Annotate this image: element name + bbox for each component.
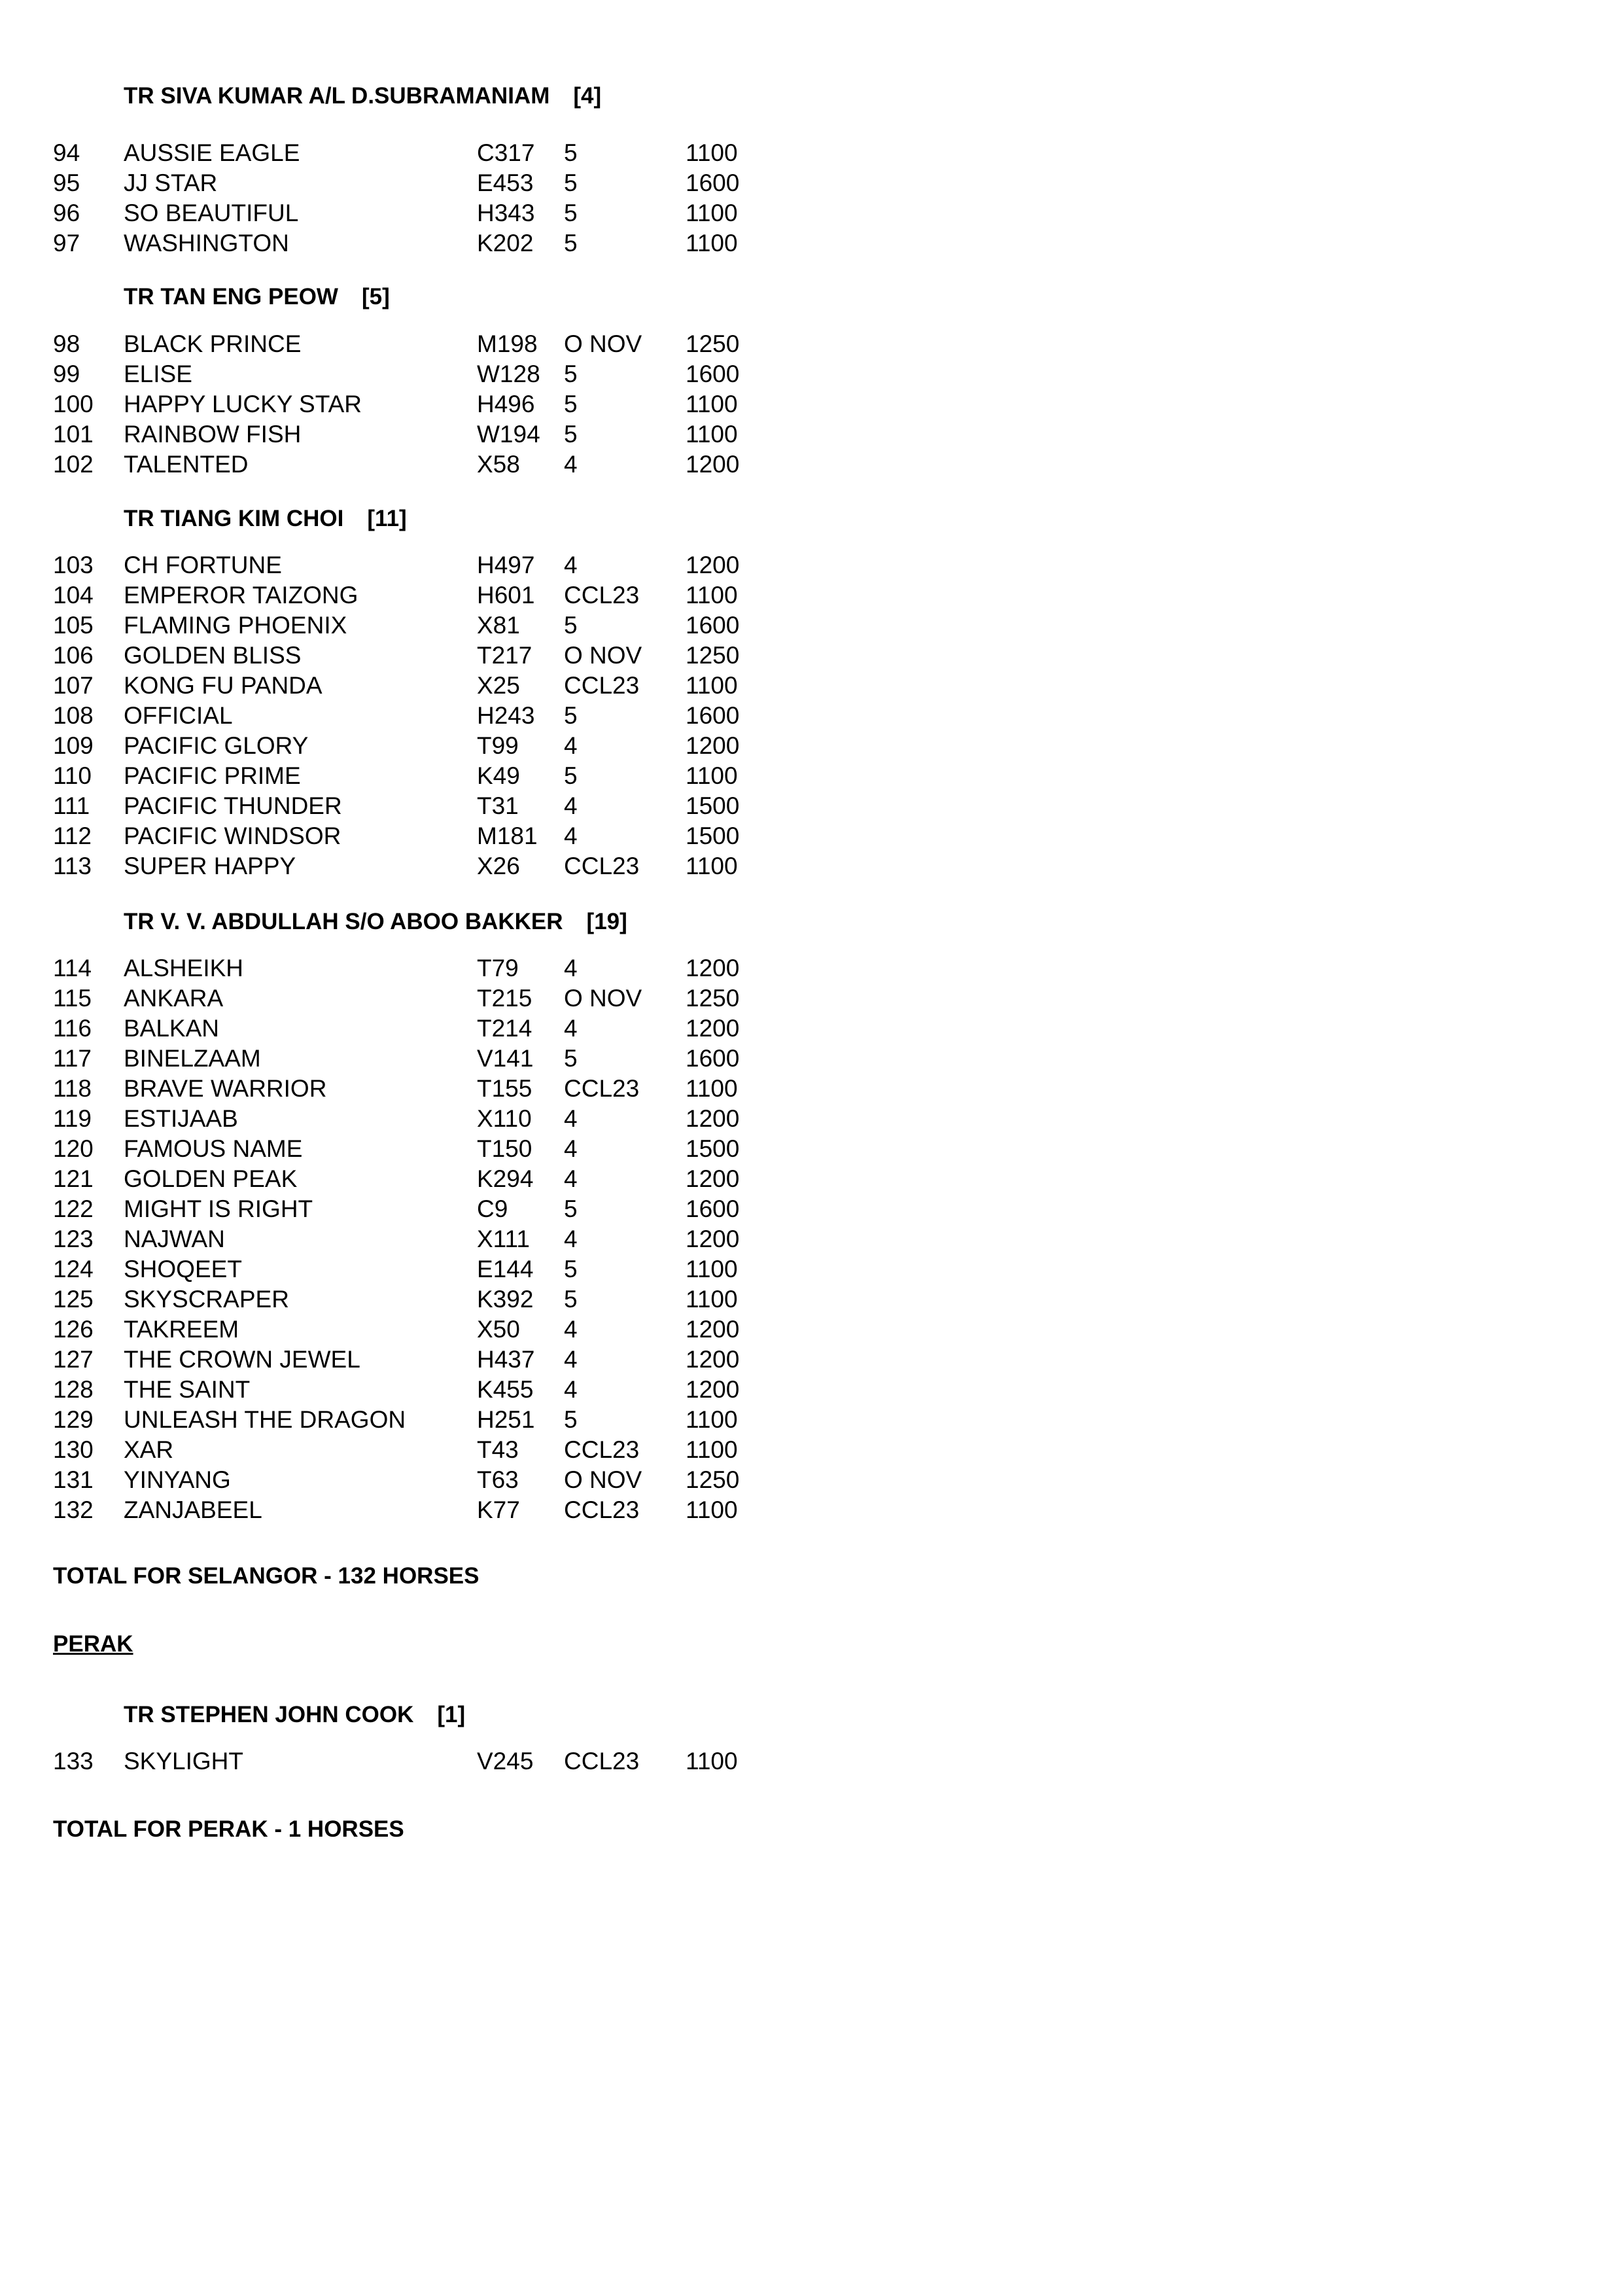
- horse-code: H243: [477, 702, 535, 729]
- horse-code: T43: [477, 1436, 519, 1463]
- horse-distance: 1250: [686, 330, 740, 357]
- horse-class: O NOV: [564, 985, 642, 1012]
- horse-number: 107: [53, 672, 94, 699]
- horse-number: 102: [53, 451, 94, 478]
- horse-distance: 1200: [686, 1015, 740, 1042]
- horse-name: PACIFIC THUNDER: [124, 792, 342, 819]
- horse-distance: 1500: [686, 792, 740, 819]
- horse-distance: 1200: [686, 955, 740, 981]
- horse-class: 5: [564, 1406, 578, 1433]
- horse-code: H437: [477, 1346, 535, 1373]
- horse-name: PACIFIC PRIME: [124, 762, 301, 789]
- horse-code: E453: [477, 169, 534, 196]
- horse-code: T150: [477, 1135, 532, 1162]
- horse-class: 4: [564, 451, 578, 478]
- horse-code: H601: [477, 582, 535, 609]
- horse-class: CCL23: [564, 1436, 640, 1463]
- horse-count: [11]: [367, 506, 407, 531]
- horse-class: CCL23: [564, 582, 640, 609]
- horse-name: OFFICIAL: [124, 702, 233, 729]
- horse-class: 4: [564, 552, 578, 578]
- horse-code: W194: [477, 421, 540, 448]
- horse-name: WASHINGTON: [124, 230, 289, 256]
- horse-distance: 1200: [686, 1346, 740, 1373]
- trainer-heading: [124, 1700, 465, 1730]
- horse-number: 124: [53, 1256, 94, 1282]
- horse-name: ZANJABEEL: [124, 1496, 262, 1523]
- horse-name: HAPPY LUCKY STAR: [124, 391, 362, 417]
- horse-number: 123: [53, 1226, 94, 1252]
- horse-name: MIGHT IS RIGHT: [124, 1195, 313, 1222]
- trainer-name: TR V. V. ABDULLAH S/O ABOO BAKKER: [124, 909, 563, 934]
- horse-class: 4: [564, 1105, 578, 1132]
- horse-class: 5: [564, 421, 578, 448]
- horse-code: T63: [477, 1466, 519, 1493]
- horse-class: 4: [564, 1376, 578, 1403]
- horse-number: 98: [53, 330, 80, 357]
- horse-name: TALENTED: [124, 451, 249, 478]
- horse-code: X110: [477, 1105, 532, 1132]
- horse-name: YINYANG: [124, 1466, 231, 1493]
- horse-number: 104: [53, 582, 94, 609]
- horse-code: C317: [477, 139, 535, 166]
- horse-count: [5]: [361, 284, 390, 309]
- horse-distance: 1200: [686, 1165, 740, 1192]
- horse-class: O NOV: [564, 642, 642, 669]
- horse-class: 4: [564, 1165, 578, 1192]
- horse-number: 128: [53, 1376, 94, 1403]
- horse-name: XAR: [124, 1436, 174, 1463]
- horse-code: T79: [477, 955, 519, 981]
- horse-number: 122: [53, 1195, 94, 1222]
- horse-class: CCL23: [564, 1496, 640, 1523]
- horse-distance: 1200: [686, 1376, 740, 1403]
- horse-name: NAJWAN: [124, 1226, 225, 1252]
- horse-number: 101: [53, 421, 94, 448]
- horse-name: ESTIJAAB: [124, 1105, 238, 1132]
- trainer-heading: [124, 282, 390, 312]
- horse-number: 117: [53, 1045, 92, 1072]
- horse-code: X50: [477, 1316, 520, 1343]
- horse-name: BINELZAAM: [124, 1045, 261, 1072]
- horse-code: X25: [477, 672, 520, 699]
- horse-name: THE SAINT: [124, 1376, 251, 1403]
- horse-number: 103: [53, 552, 94, 578]
- horse-distance: 1100: [686, 1406, 738, 1433]
- trainer-name: TR TAN ENG PEOW: [124, 284, 338, 309]
- horse-number: 129: [53, 1406, 94, 1433]
- trainer-name: TR TIANG KIM CHOI: [124, 506, 344, 531]
- horse-name: TAKREEM: [124, 1316, 239, 1343]
- horse-name: SKYLIGHT: [124, 1748, 243, 1775]
- horse-code: K455: [477, 1376, 534, 1403]
- horse-name: JJ STAR: [124, 169, 218, 196]
- horse-code: T155: [477, 1075, 532, 1102]
- horse-class: 5: [564, 200, 578, 226]
- horse-distance: 1250: [686, 1466, 740, 1493]
- horse-class: 4: [564, 1346, 578, 1373]
- horse-distance: 1250: [686, 985, 740, 1012]
- horse-distance: 1500: [686, 1135, 740, 1162]
- horse-code: T99: [477, 732, 519, 759]
- horse-number: 116: [53, 1015, 92, 1042]
- horse-distance: 1200: [686, 1105, 740, 1132]
- trainer-name: TR STEPHEN JOHN COOK: [124, 1702, 414, 1727]
- horse-class: O NOV: [564, 330, 642, 357]
- horse-code: T215: [477, 985, 532, 1012]
- horse-class: CCL23: [564, 1748, 640, 1775]
- horse-distance: 1100: [686, 200, 738, 226]
- horse-number: 119: [53, 1105, 92, 1132]
- horse-number: 95: [53, 169, 80, 196]
- horse-code: V141: [477, 1045, 534, 1072]
- horse-distance: 1600: [686, 361, 740, 387]
- horse-code: K392: [477, 1286, 534, 1313]
- horse-number: 125: [53, 1286, 94, 1313]
- horse-number: 118: [53, 1075, 92, 1102]
- horse-number: 130: [53, 1436, 94, 1463]
- horse-class: 5: [564, 391, 578, 417]
- horse-class: CCL23: [564, 1075, 640, 1102]
- horse-class: 4: [564, 822, 578, 849]
- horse-code: T214: [477, 1015, 532, 1042]
- horse-number: 114: [53, 955, 92, 981]
- horse-name: FLAMING PHOENIX: [124, 612, 347, 639]
- horse-name: GOLDEN BLISS: [124, 642, 302, 669]
- horse-name: SUPER HAPPY: [124, 853, 296, 879]
- horse-class: 5: [564, 702, 578, 729]
- horse-number: 120: [53, 1135, 94, 1162]
- horse-distance: 1100: [686, 1496, 738, 1523]
- horse-number: 106: [53, 642, 94, 669]
- horse-name: PACIFIC WINDSOR: [124, 822, 341, 849]
- horse-name: ELISE: [124, 361, 192, 387]
- horse-class: CCL23: [564, 853, 640, 879]
- horse-class: 5: [564, 1045, 578, 1072]
- horse-name: EMPEROR TAIZONG: [124, 582, 358, 609]
- trainer-heading: [124, 907, 627, 937]
- horse-name: CH FORTUNE: [124, 552, 282, 578]
- horse-name: KONG FU PANDA: [124, 672, 323, 699]
- horse-number: 105: [53, 612, 94, 639]
- horse-code: X111: [477, 1226, 530, 1252]
- horse-code: M198: [477, 330, 538, 357]
- horse-distance: 1200: [686, 552, 740, 578]
- horse-code: M181: [477, 822, 538, 849]
- horse-distance: 1100: [686, 391, 738, 417]
- horse-name: BALKAN: [124, 1015, 220, 1042]
- horse-number: 109: [53, 732, 94, 759]
- horse-code: K294: [477, 1165, 534, 1192]
- horse-code: K77: [477, 1496, 520, 1523]
- horse-distance: 1100: [686, 1256, 738, 1282]
- horse-count: [19]: [586, 909, 627, 934]
- horse-class: 4: [564, 1015, 578, 1042]
- horse-name: SKYSCRAPER: [124, 1286, 289, 1313]
- horse-class: 4: [564, 1135, 578, 1162]
- horse-code: W128: [477, 361, 540, 387]
- horse-code: T217: [477, 642, 532, 669]
- horse-code: E144: [477, 1256, 534, 1282]
- horse-code: X81: [477, 612, 520, 639]
- horse-number: 132: [53, 1496, 94, 1523]
- horse-distance: 1100: [686, 762, 738, 789]
- horse-distance: 1100: [686, 1075, 738, 1102]
- horse-class: 5: [564, 1195, 578, 1222]
- horse-number: 111: [53, 792, 90, 819]
- horse-class: 4: [564, 792, 578, 819]
- horse-name: ANKARA: [124, 985, 224, 1012]
- horse-name: FAMOUS NAME: [124, 1135, 303, 1162]
- total-selangor: TOTAL FOR SELANGOR - 132 HORSES: [53, 1563, 480, 1589]
- horse-code: T31: [477, 792, 519, 819]
- horse-number: 94: [53, 139, 80, 166]
- horse-code: X26: [477, 853, 520, 879]
- horse-name: THE CROWN JEWEL: [124, 1346, 360, 1373]
- horse-distance: 1500: [686, 822, 740, 849]
- horse-distance: 1100: [686, 582, 738, 609]
- horse-distance: 1600: [686, 1045, 740, 1072]
- horse-number: 112: [53, 822, 92, 849]
- horse-distance: 1200: [686, 1226, 740, 1252]
- horse-code: C9: [477, 1195, 508, 1222]
- horse-code: H251: [477, 1406, 535, 1433]
- horse-distance: 1100: [686, 139, 738, 166]
- horse-class: 5: [564, 612, 578, 639]
- horse-number: 115: [53, 985, 92, 1012]
- horse-name: PACIFIC GLORY: [124, 732, 309, 759]
- trainer-name: TR SIVA KUMAR A/L D.SUBRAMANIAM: [124, 83, 550, 109]
- horse-number: 127: [53, 1346, 94, 1373]
- horse-distance: 1250: [686, 642, 740, 669]
- horse-class: 5: [564, 1256, 578, 1282]
- horse-number: 96: [53, 200, 80, 226]
- horse-number: 121: [53, 1165, 94, 1192]
- horse-code: K49: [477, 762, 520, 789]
- horse-class: 5: [564, 1286, 578, 1313]
- horse-distance: 1200: [686, 732, 740, 759]
- horse-name: RAINBOW FISH: [124, 421, 302, 448]
- horse-distance: 1100: [686, 1286, 738, 1313]
- horse-distance: 1600: [686, 1195, 740, 1222]
- horse-distance: 1600: [686, 612, 740, 639]
- horse-number: 110: [53, 762, 92, 789]
- horse-code: H343: [477, 200, 535, 226]
- horse-name: GOLDEN PEAK: [124, 1165, 298, 1192]
- horse-count: [4]: [573, 83, 602, 109]
- horse-distance: 1600: [686, 169, 740, 196]
- horse-class: CCL23: [564, 672, 640, 699]
- horse-name: AUSSIE EAGLE: [124, 139, 300, 166]
- horse-code: V245: [477, 1748, 534, 1775]
- horse-distance: 1200: [686, 451, 740, 478]
- horse-class: 5: [564, 361, 578, 387]
- horse-name: SHOQEET: [124, 1256, 242, 1282]
- horse-class: O NOV: [564, 1466, 642, 1493]
- horse-distance: 1100: [686, 421, 738, 448]
- horse-distance: 1200: [686, 1316, 740, 1343]
- horse-name: BLACK PRINCE: [124, 330, 302, 357]
- horse-name: BRAVE WARRIOR: [124, 1075, 327, 1102]
- horse-code: H496: [477, 391, 535, 417]
- horse-number: 113: [53, 853, 92, 879]
- horse-code: H497: [477, 552, 535, 578]
- horse-distance: 1100: [686, 853, 738, 879]
- horse-distance: 1100: [686, 1748, 738, 1775]
- horse-class: 5: [564, 139, 578, 166]
- trainer-heading: [124, 81, 601, 111]
- horse-number: 126: [53, 1316, 94, 1343]
- horse-count: [1]: [437, 1702, 466, 1727]
- trainer-heading: [124, 504, 407, 534]
- horse-distance: 1600: [686, 702, 740, 729]
- horse-number: 97: [53, 230, 80, 256]
- horse-number: 108: [53, 702, 94, 729]
- region-heading: PERAK: [53, 1631, 133, 1657]
- horse-code: X58: [477, 451, 520, 478]
- horse-class: 5: [564, 169, 578, 196]
- horse-class: 4: [564, 1226, 578, 1252]
- horse-distance: 1100: [686, 1436, 738, 1463]
- horse-number: 131: [53, 1466, 94, 1493]
- horse-class: 5: [564, 230, 578, 256]
- horse-number: 99: [53, 361, 80, 387]
- horse-number: 100: [53, 391, 94, 417]
- horse-name: ALSHEIKH: [124, 955, 244, 981]
- horse-class: 4: [564, 732, 578, 759]
- horse-distance: 1100: [686, 672, 738, 699]
- horse-name: SO BEAUTIFUL: [124, 200, 299, 226]
- horse-code: K202: [477, 230, 534, 256]
- horse-name: UNLEASH THE DRAGON: [124, 1406, 406, 1433]
- horse-distance: 1100: [686, 230, 738, 256]
- total-perak: TOTAL FOR PERAK - 1 HORSES: [53, 1816, 404, 1842]
- horse-class: 5: [564, 762, 578, 789]
- horse-class: 4: [564, 955, 578, 981]
- horse-class: 4: [564, 1316, 578, 1343]
- horse-number: 133: [53, 1748, 94, 1775]
